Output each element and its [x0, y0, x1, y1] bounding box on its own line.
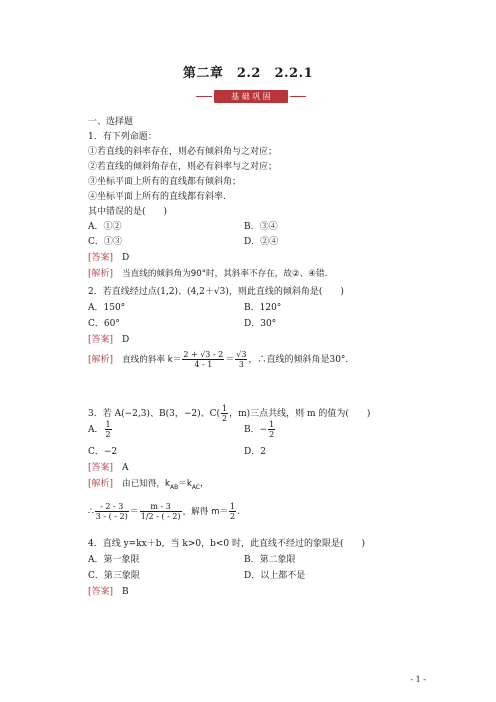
analysis-tag: [解析] [88, 355, 114, 365]
q1-item-4: ④坐标平面上所有的直线都有斜率. [88, 192, 226, 202]
answer-tag: [答案] [88, 587, 114, 597]
fraction: $\frac{1}{2}$ [105, 420, 111, 439]
q3-option-d: D．2 [244, 447, 266, 457]
page-number: - 1 - [410, 675, 426, 684]
q3-option-a: A． $\frac{1}{2}$ [88, 420, 111, 439]
analysis-text: 当直线的倾斜角为90°时，其斜率不存在，故②、④错． [122, 269, 334, 279]
q2-answer [88, 334, 129, 346]
q1-stem: 1．有下列命题： [88, 132, 157, 142]
q1-option-d: D．②④ [244, 237, 279, 247]
analysis-text: 直线的斜率 k＝ [122, 355, 182, 365]
q4-option-a: A．第一象限 [88, 555, 140, 565]
q1-item-3: ③坐标平面上所有的直线都有倾斜角； [88, 177, 242, 187]
fraction: $\frac{- 2 - 3}{3 - ( - 2)}$ [95, 502, 128, 521]
q3-stem: 3．若 A(−2,3)、B(3，−2)、C( $\frac{1}{2}$ ，m)三点共线，则 m 的值为( ) [88, 404, 371, 423]
fraction: $\frac{2 + √3 - 2}{4 - 1}$ [183, 350, 224, 369]
fraction: $\frac{√3}{3}$ [236, 350, 247, 369]
q1-option-b: B．③④ [244, 222, 278, 232]
section-banner: 基 础 巩 固 [214, 90, 288, 103]
q2-option-c: C．60° [88, 319, 120, 329]
q1-item-2: ②若直线的倾斜角存在，则必有斜率与之对应； [88, 162, 278, 172]
q2-option-d: D．30° [244, 319, 277, 329]
answer-value: B [122, 587, 129, 597]
q2-option-a: A．150° [88, 303, 126, 313]
q4-option-d: D．以上都不是 [244, 571, 306, 581]
answer-tag: [答案] [88, 253, 114, 263]
section-heading: 一、选择题 [88, 117, 134, 127]
q1-option-c: C．①③ [88, 237, 122, 247]
analysis-tag: [解析] [88, 479, 114, 489]
answer-value: A [122, 463, 129, 473]
q4-option-c: C．第三象限 [88, 571, 140, 581]
fraction: $\frac{1}{2}$ [222, 404, 228, 423]
q2-analysis: [解析] 直线的斜率 k＝ $\frac{2 + √3 - 2}{4 - 1}$ ＝ $\frac{√3}{3}$ ，∴直线的倾斜角是30°. [88, 350, 349, 369]
q2-option-b: B．120° [244, 303, 282, 313]
fraction: $\frac{1}{2}$ [269, 420, 275, 439]
answer-value: D [122, 335, 130, 345]
q4-option-b: B．第二象限 [244, 555, 296, 565]
q1-item-1: ①若直线的斜率存在，则必有倾斜角与之对应； [88, 147, 278, 157]
q2-stem: 2．若直线经过点(1,2)、(4,2＋√3)，则此直线的倾斜角是( ) [88, 287, 344, 297]
q1-analysis [88, 268, 333, 280]
q3-equation: ∴ $\frac{- 2 - 3}{3 - ( - 2)}$ ＝ $\frac{m - 3}{1/2 - ( - 2)}$ ，解得 m＝ $\frac{1}{2}$ . [88, 502, 241, 521]
fraction: $\frac{1}{2}$ [230, 502, 236, 521]
q1-answer [88, 252, 129, 264]
q3-option-c: C．−2 [88, 447, 118, 457]
q4-stem: 4．直线 y=kx＋b，当 k>0，b<0 时，此直线不经过的象限是( ) [88, 539, 365, 549]
fraction: $\frac{m - 3}{1/2 - ( - 2)}$ [140, 502, 181, 521]
answer-tag: [答案] [88, 463, 114, 473]
analysis-tag: [解析] [88, 269, 114, 279]
q4-answer [88, 586, 129, 598]
q1-option-a: A．①② [88, 222, 122, 232]
answer-value: D [122, 253, 130, 263]
q3-option-b: B．− $\frac{1}{2}$ [244, 420, 275, 439]
q3-answer [88, 462, 129, 474]
q1-ask: 其中错误的是( ) [88, 207, 168, 217]
page-title: 第二章 2.2 2.2.1 [182, 66, 314, 81]
q3-analysis: [解析] 由已知得，$k_{AB}=k_{AC}$， [88, 479, 210, 491]
answer-tag: [答案] [88, 335, 114, 345]
